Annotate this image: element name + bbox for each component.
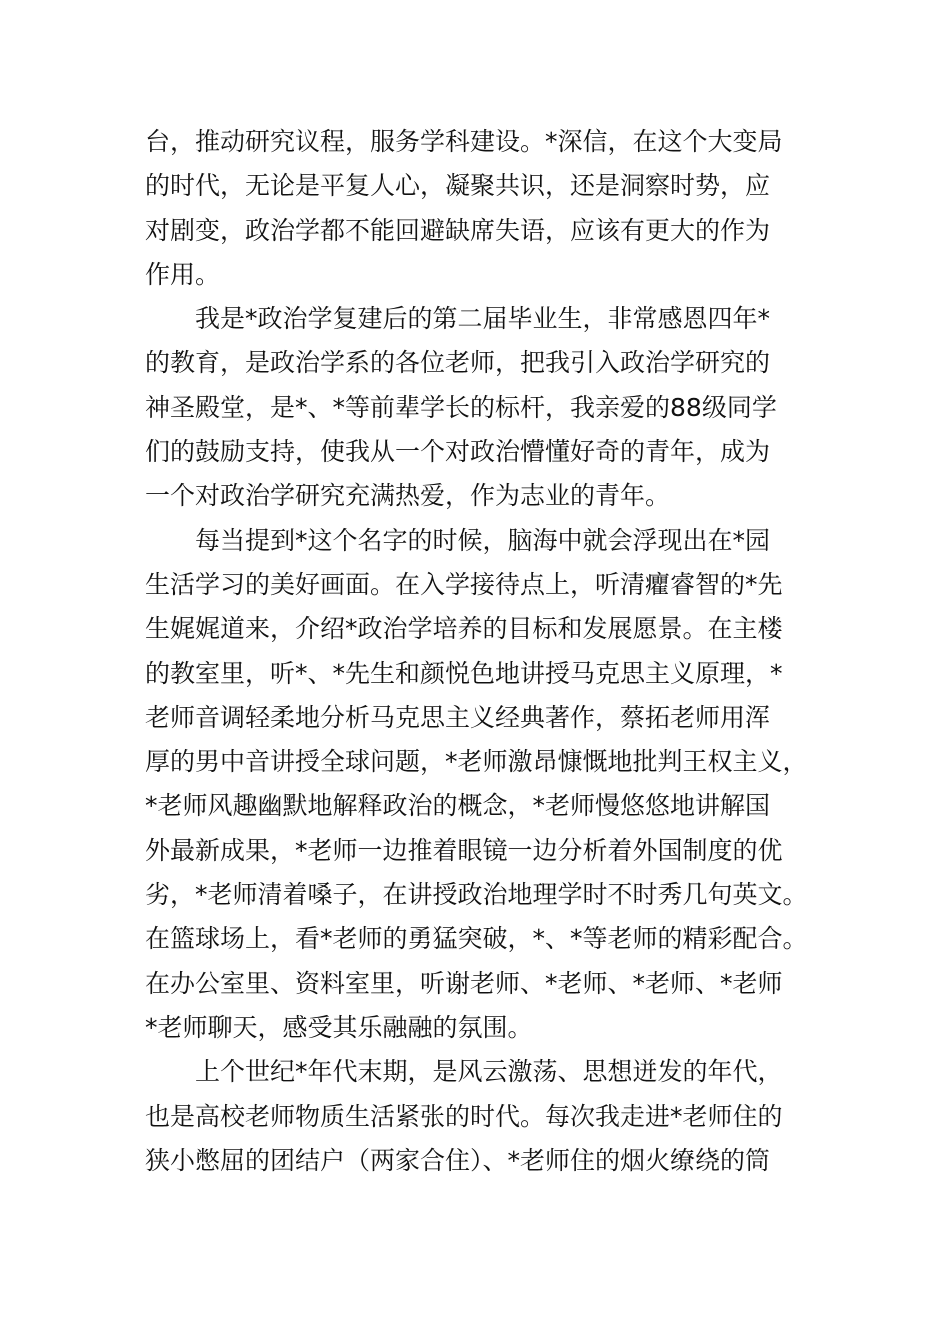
text-line: 们的鼓励支持，使我从一个对政治懵懂好奇的青年，成为 bbox=[145, 437, 771, 467]
text-line: 外最新成果，*老师一边推着眼镜一边分析着外国制度的优 bbox=[145, 835, 783, 865]
text-line: 每当提到*这个名字的时候，脑海中就会浮现出在*园 bbox=[145, 525, 771, 555]
text-line: 作用。 bbox=[145, 259, 221, 289]
text-line: 老师音调轻柔地分析马克思主义经典著作，蔡拓老师用浑 bbox=[145, 702, 771, 732]
text-line: *老师聊天，感受其乐融融的氛围。 bbox=[145, 1012, 533, 1042]
text-line: 一个对政治学研究充满热爱，作为志业的青年。 bbox=[145, 481, 671, 511]
text-line: 生娓娓道来，介绍*政治学培养的目标和发展愿景。在主楼 bbox=[145, 614, 783, 644]
text-line: 神圣殿堂，是*、*等前辈学长的标杆，我亲爱的88级同学 bbox=[145, 392, 777, 422]
text-line: 台，推动研究议程，服务学科建设。*深信，在这个大变局 bbox=[145, 127, 783, 156]
text-line: 的教室里，听*、*先生和颜悦色地讲授马克思主义原理，* bbox=[145, 658, 783, 688]
text-line: 在篮球场上，看*老师的勇猛突破，*、*等老师的精彩配合。 bbox=[145, 924, 808, 954]
text-line: 生活学习的美好画面。在入学接待点上，听清癯睿智的*先 bbox=[145, 569, 783, 599]
text-line: *老师风趣幽默地解释政治的概念，*老师慢悠悠地讲解国 bbox=[145, 791, 771, 821]
text-line: 厚的男中音讲授全球问题，*老师激昂慷慨地批判王权主义， bbox=[145, 747, 808, 777]
text-line: 狭小憋屈的团结户（两家合住）、*老师住的烟火缭绕的筒 bbox=[145, 1145, 771, 1175]
text-line: 在办公室里、资料室里，听谢老师、*老师、*老师、*老师 bbox=[145, 968, 783, 998]
text-line: 劣，*老师清着嗓子，在讲授政治地理学时不时秀几句英文。 bbox=[145, 880, 808, 910]
text-line: 的时代，无论是平复人心，凝聚共识，还是洞察时势，应 bbox=[145, 171, 771, 201]
text-line: 对剧变，政治学都不能回避缺席失语，应该有更大的作为 bbox=[145, 215, 771, 245]
text-line: 也是高校老师物质生活紧张的时代。每次我走进*老师住的 bbox=[145, 1101, 783, 1131]
text-line: 上个世纪*年代末期，是风云激荡、思想迸发的年代， bbox=[145, 1057, 783, 1087]
text-line: 我是*政治学复建后的第二届毕业生，非常感恩四年* bbox=[145, 304, 771, 334]
body-text bbox=[145, 120, 825, 1183]
text-line: 的教育，是政治学系的各位老师，把我引入政治学研究的 bbox=[145, 348, 771, 378]
